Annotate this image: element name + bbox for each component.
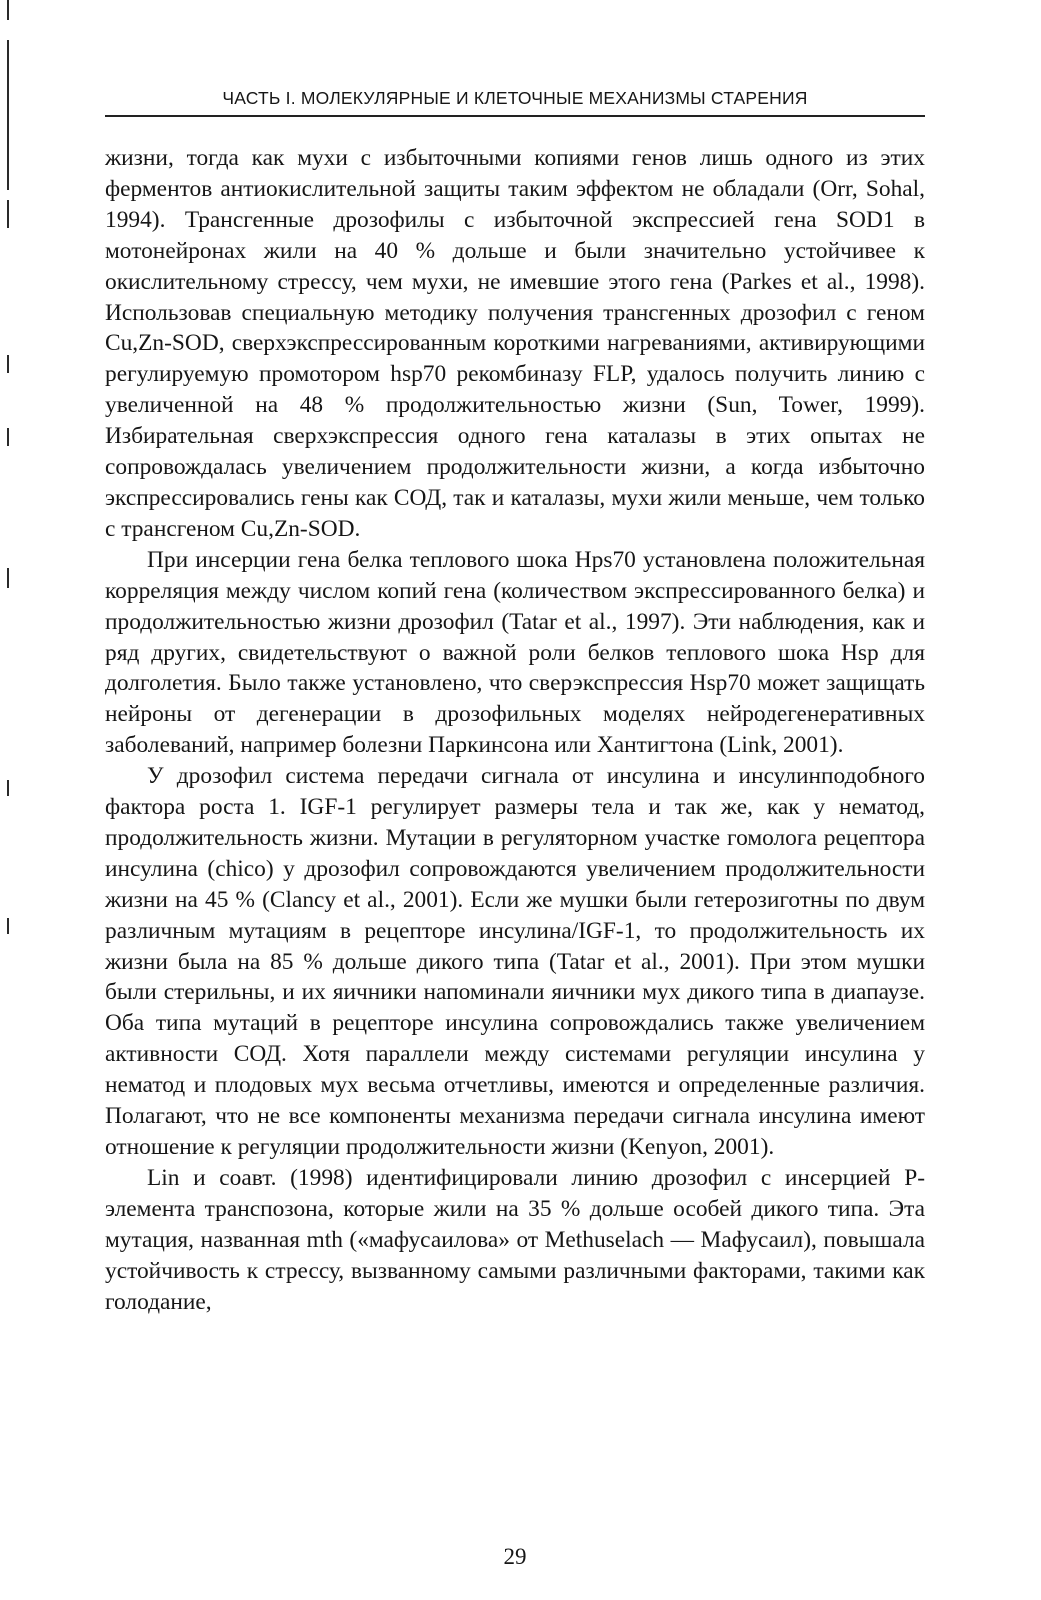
scan-binding-edge bbox=[0, 0, 16, 1600]
page-number: 29 bbox=[503, 1544, 527, 1569]
paragraph: При инсерции гена белка теплового шока Hps70 установлена положительная корреляция между числом копий гена (количеством экспрессированного белка) и продолжительностью жизни дрозофил (Tatar et al., 1997). Эти наблюдения, как и ряд других, свидетельствуют о важной роли белков теплового шока Hsp для долголетия. Было также установлено, что сверэкспрессия Hsp70 может защищать нейроны от дегенерации в дрозофильных моделях нейродегенеративных заболеваний, например болезни Паркинсона или Хантигтона (Link, 2001). bbox=[105, 546, 925, 759]
paragraph: Lin и соавт. (1998) идентифицировали линию дрозофил с инсерцией P-элемента транспозона, которые жили на 35 % дольше особей дикого типа. Эта мутация, названная mth («мафусаилова» от Methuselach — Мафусаил), повышала устойчивость к стрессу, вызванному самыми различными факторами, такими как голодание, bbox=[105, 1164, 925, 1315]
body-text bbox=[105, 143, 925, 1317]
paragraph: У дрозофил система передачи сигнала от инсулина и инсулинподобного фактора роста 1. IGF-1 регулирует размеры тела и так же, как у нематод, продолжительность жизни. Мутации в регуляторном участке гомолога рецептора инсулина (chico) у дрозофил сопровождаются увеличением продолжительности жизни на 45 % (Clancy et al., 2001). Если же мушки были гетерозиготны по двум различным мутациям в рецепторе инсулина/IGF-1, то продолжительность их жизни была на 85 % дольше дикого типа (Tatar et al., 2001). При этом мушки были стерильны, и их яичники напоминали яичники мух дикого типа в диапаузе. Оба типа мутаций в рецепторе инсулина сопровождались также увеличением активности СОД. Хотя параллели между системами регуляции инсулина у нематод и плодовых мух весьма отчетливы, имеются и определенные различия. Полагают, что не все компоненты механизма передачи сигнала инсулина имеют отношение к регуляции продолжительности жизни (Kenyon, 2001). bbox=[105, 763, 925, 1160]
book-page bbox=[105, 88, 925, 1569]
paragraph: жизни, тогда как мухи с избыточными копиями генов лишь одного из этих ферментов антиокислительной защиты таким эффектом не обладали (Orr, Sohal, 1994). Трансгенные дрозофилы с избыточной экспрессией гена SOD1 в мотонейронах жили на 40 % дольше и были значительно устойчивее к окислительному стрессу, чем мухи, не имевшие этого гена (Parkes et al., 1998). Использовав специальную методику получения трансгенных дрозофил с геном Cu,Zn-SOD, сверхэкспрессированным короткими нагреваниями, активирующими регулируемую промотором hsp70 рекомбиназу FLP, удалось получить линию с увеличенной на 48 % продолжительностью жизни (Sun, Tower, 1999). Избирательная сверхэкспрессия одного гена каталазы в этих опытах не сопровождалась увеличением продолжительности жизни, а когда избыточно экспрессировались гены как СОД, так и каталазы, мухи жили меньше, чем только с трансгеном Cu,Zn-SOD. bbox=[105, 145, 925, 542]
running-head: ЧАСТЬ I. МОЛЕКУЛЯРНЫЕ И КЛЕТОЧНЫЕ МЕХАНИЗМЫ СТАРЕНИЯ bbox=[105, 88, 925, 117]
